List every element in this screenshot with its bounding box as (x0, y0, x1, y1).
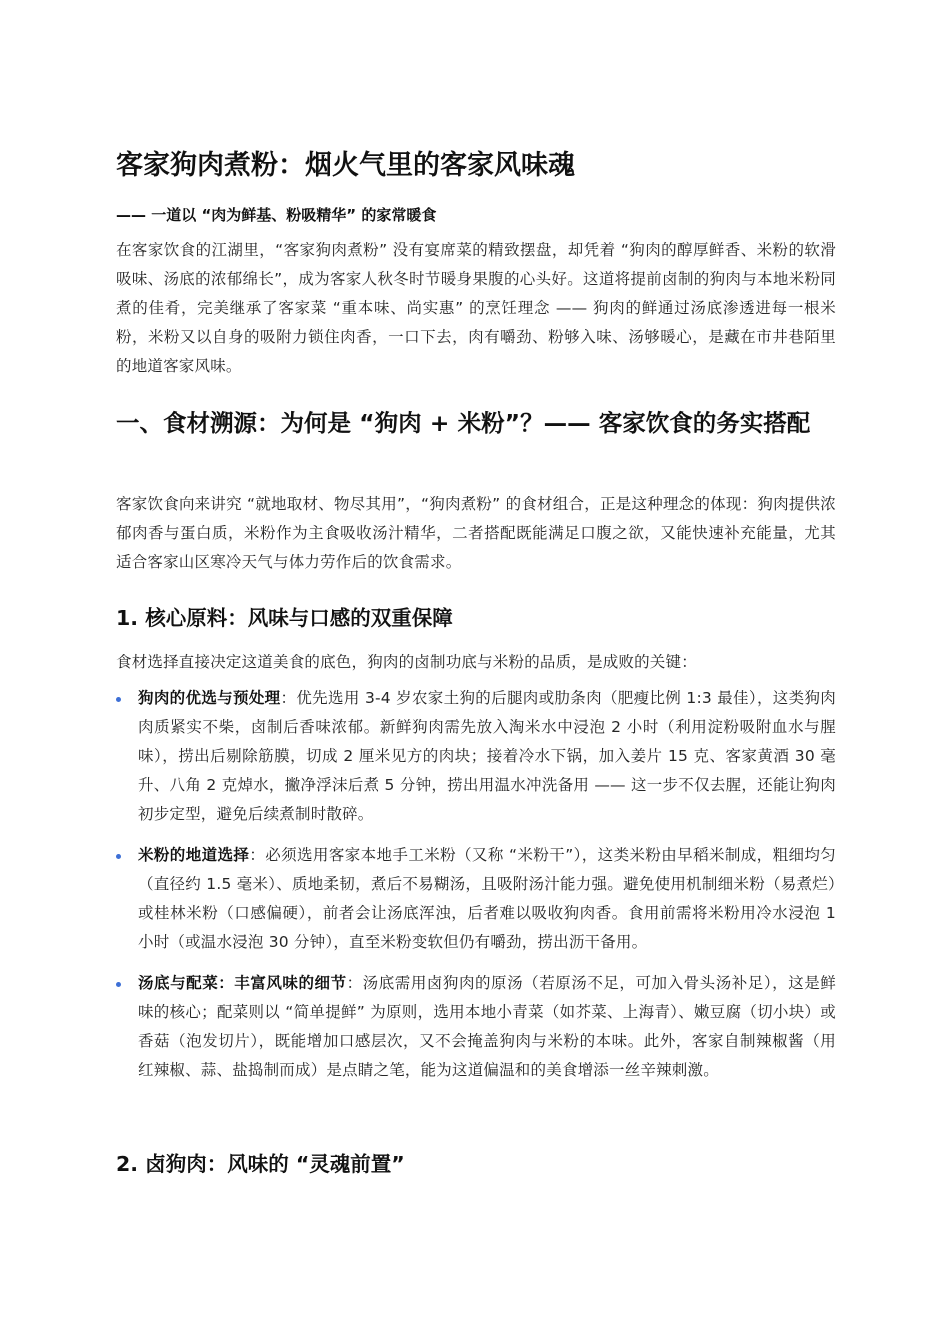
list-item-text: ：优先选用 3-4 岁农家土狗的后腿肉或肋条肉（肥瘦比例 1:3 最佳），这类狗肉肉质紧实不柴，卤制后香味浓郁。新鲜狗肉需先放入淘米水中浸泡 2 小时（利用淀粉吸附血水与腥味），捞出后剔除筋膜，切成 2 厘米见方的肉块；接着冷水下锅，加入姜片 15 克、客家黄酒 30 毫升、八角 2 克焯水，撇净浮沫后煮 5 分钟，捞出用温水冲洗备用 —— 这一步不仅去腥，还能让狗肉初步定型，避免后续煮制时散碎。 (138, 689, 836, 823)
page-subtitle: —— 一道以 “肉为鲜基、粉吸精华” 的家常暖食 (116, 206, 437, 224)
list-item (116, 684, 836, 829)
subsection-heading-2: 2. 卤狗肉：风味的 “灵魂前置” (116, 1152, 405, 1176)
list-item-label: 汤底与配菜：丰富风味的细节 (138, 974, 347, 992)
section-1-paragraph: 客家饮食向来讲究 “就地取材、物尽其用”，“狗肉煮粉” 的食材组合，正是这种理念的体现：狗肉提供浓郁肉香与蛋白质，米粉作为主食吸收汤汁精华，二者搭配既能满足口腹之欲，又能快速补充能量，尤其适合客家山区寒冷天气与体力劳作后的饮食需求。 (116, 495, 836, 571)
list-item-text: ：必须选用客家本地手工米粉（又称 “米粉干”），这类米粉由早稻米制成，粗细均匀（直径约 1.5 毫米）、质地柔韧，煮后不易糊汤，且吸附汤汁能力强。避免使用机制细米粉（易煮烂）或桂林米粉（口感偏硬），前者会让汤底浑浊，后者难以吸收狗肉香。食用前需将米粉用冷水浸泡 1 小时（或温水浸泡 30 分钟），直至米粉变软但仍有嚼劲，捞出沥干备用。 (138, 846, 836, 951)
list-item-label: 米粉的地道选择 (138, 846, 250, 864)
bullet-icon (116, 982, 121, 987)
list-item-text: ：汤底需用卤狗肉的原汤（若原汤不足，可加入骨头汤补足），这是鲜味的核心；配菜则以 “简单提鲜” 为原则，选用本地小青菜（如芥菜、上海青）、嫩豆腐（切小块）或香菇（泡发切片），既能增加口感层次，又不会掩盖狗肉与米粉的本味。此外，客家自制辣椒酱（用红辣椒、蒜、盐捣制而成）是点睛之笔，能为这道偏温和的美食增添一丝辛辣刺激。 (138, 974, 836, 1079)
page-title: 客家狗肉煮粉：烟火气里的客家风味魂 (116, 150, 575, 181)
ingredient-list (116, 684, 836, 1097)
bullet-icon (116, 697, 121, 702)
list-item (116, 969, 836, 1085)
subsection-1-lead: 食材选择直接决定这道美食的底色，狗肉的卤制功底与米粉的品质，是成败的关键： (116, 653, 697, 671)
bullet-icon (116, 854, 121, 859)
list-item-label: 狗肉的优选与预处理 (138, 689, 281, 707)
subsection-heading-1: 1. 核心原料：风味与口感的双重保障 (116, 606, 453, 630)
section-heading-1: 一、食材溯源：为何是 “狗肉 + 米粉”？—— 客家饮食的务实搭配 (116, 409, 811, 437)
intro-paragraph: 在客家饮食的江湖里，“客家狗肉煮粉” 没有宴席菜的精致摆盘，却凭着 “狗肉的醇厚鲜香、米粉的软滑吸味、汤底的浓郁绵长”，成为客家人秋冬时节暖身果腹的心头好。这道将提前卤制的狗肉与本地米粉同煮的佳肴，完美继承了客家菜 “重本味、尚实惠” 的烹饪理念 —— 狗肉的鲜通过汤底渗透进每一根米粉，米粉又以自身的吸附力锁住肉香，一口下去，肉有嚼劲、粉够入味、汤够暖心，是藏在市井巷陌里的地道客家风味。 (116, 241, 836, 375)
list-item (116, 841, 836, 957)
